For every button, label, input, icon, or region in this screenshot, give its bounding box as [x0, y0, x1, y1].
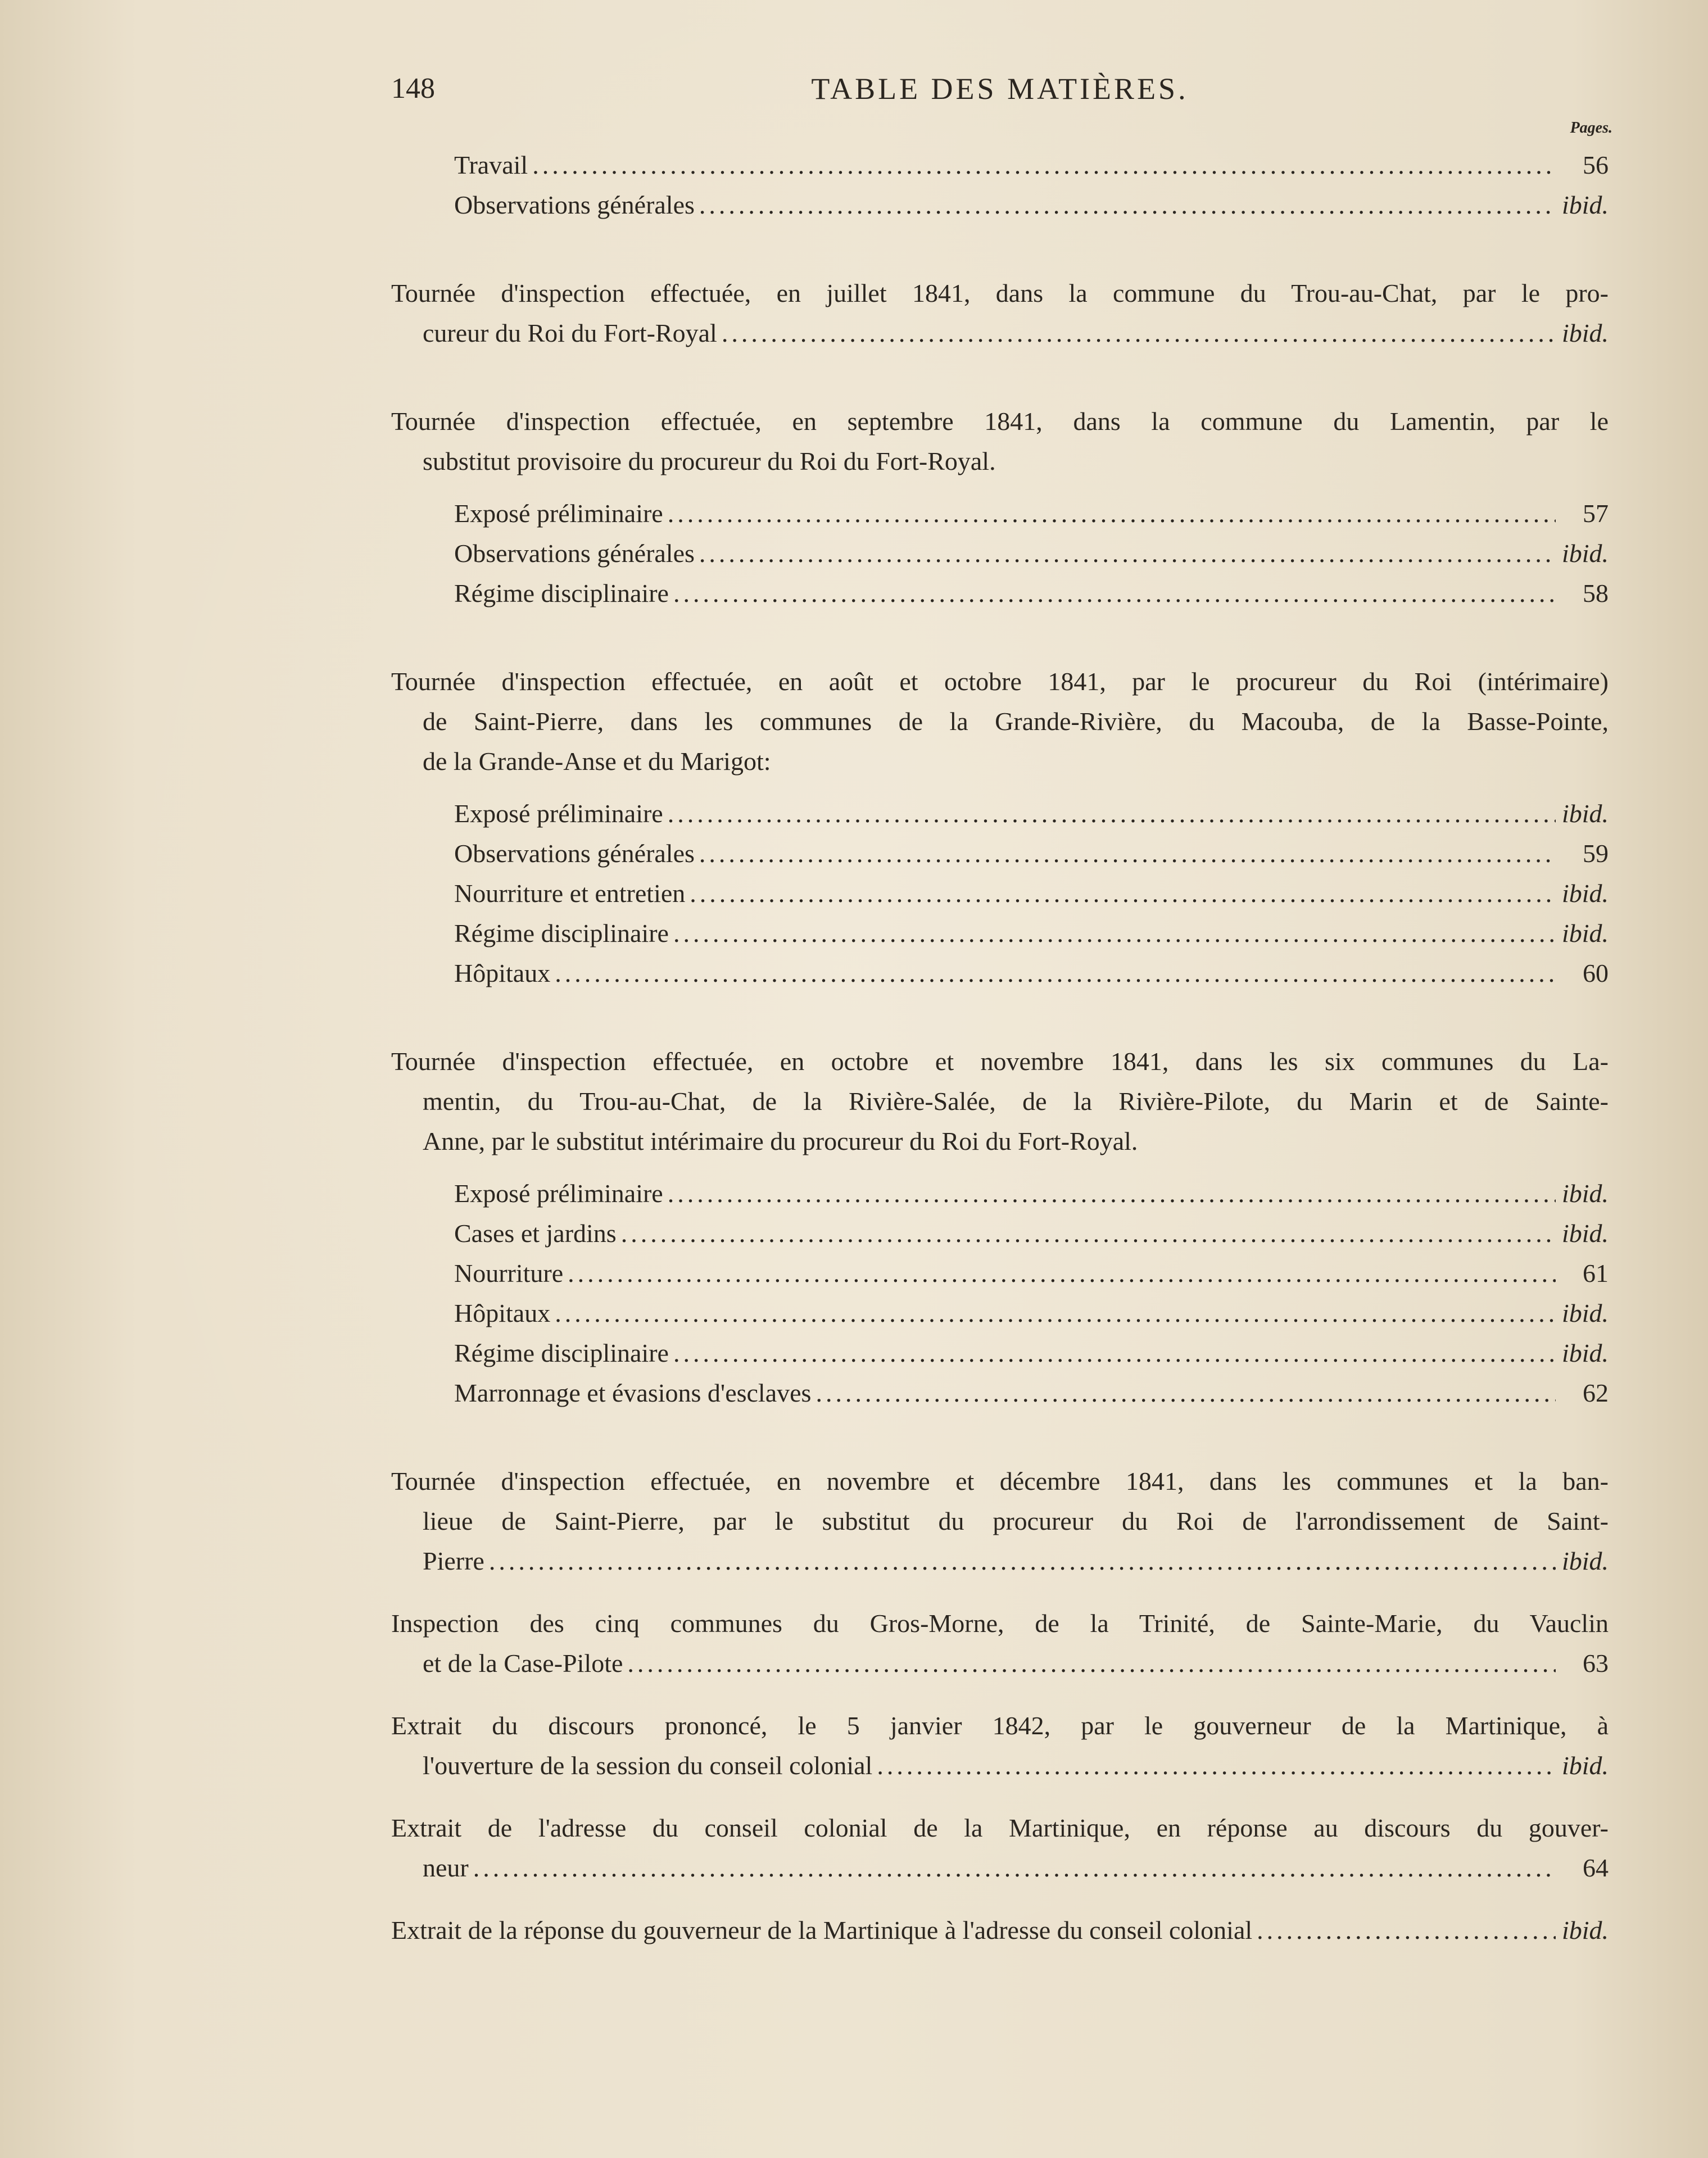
dot-leader	[816, 1373, 1556, 1413]
toc-entry	[391, 1643, 1609, 1683]
toc-entry-label: et de la Case-Pilote	[423, 1649, 623, 1678]
dot-leader	[722, 313, 1556, 353]
toc-entry-label: Hôpitaux	[454, 1299, 551, 1327]
toc-entry-label: Observations générales	[454, 191, 695, 219]
toc-entry-label: Marronnage et évasions d'esclaves	[454, 1379, 812, 1407]
toc-heading-line: Tournée d'inspection effectuée, en juillet 1841, dans la commune du Trou-au-Chat, par le pro-	[391, 279, 1609, 307]
dot-leader	[673, 573, 1556, 613]
dot-leader	[489, 1541, 1556, 1581]
toc-entry-page: ibid.	[1561, 1339, 1609, 1367]
dot-leader	[699, 533, 1556, 573]
dot-leader	[699, 833, 1556, 873]
toc-entry-label: Extrait de la réponse du gouverneur de la Martinique à l'adresse du conseil colonial	[391, 1916, 1253, 1944]
page-title: TABLE DES MATIÈRES.	[811, 72, 1189, 106]
toc-entry-page: ibid.	[1561, 1299, 1609, 1327]
toc-heading-line: Extrait de l'adresse du conseil colonial de la Martinique, en réponse au discours du gouver-	[391, 1814, 1609, 1842]
toc-entry	[391, 833, 1609, 873]
toc-entry	[391, 1746, 1609, 1785]
toc-entry-page: 60	[1583, 959, 1609, 987]
toc-entry	[391, 1848, 1609, 1888]
toc-entry	[391, 1541, 1609, 1581]
toc-entry-label: Régime disciplinaire	[454, 1339, 669, 1367]
toc-entry	[391, 953, 1609, 993]
toc-entry-label: Travail	[454, 151, 528, 179]
dot-leader	[621, 1213, 1556, 1253]
dot-leader	[627, 1643, 1556, 1683]
toc-entry	[391, 913, 1609, 953]
toc-entry-page: ibid.	[1561, 1751, 1609, 1780]
dot-leader	[555, 1293, 1556, 1333]
toc-heading-line: Tournée d'inspection effectuée, en novembre et décembre 1841, dans les communes et la ban-	[391, 1467, 1609, 1495]
toc-heading-line: Tournée d'inspection effectuée, en septembre 1841, dans la commune du Lamentin, par le	[391, 407, 1609, 436]
toc-entry	[391, 493, 1609, 533]
dot-leader	[668, 794, 1556, 833]
toc-entry-page: 63	[1583, 1649, 1609, 1678]
toc-entry	[391, 533, 1609, 573]
pages-column-label: Pages.	[1570, 119, 1612, 137]
dot-leader	[473, 1848, 1556, 1888]
toc-entry	[391, 794, 1609, 833]
toc-heading-line: de la Grande-Anse et du Marigot:	[423, 747, 771, 776]
dot-leader	[877, 1746, 1556, 1785]
toc-entry-page: 56	[1583, 151, 1609, 179]
toc-entry-label: Nourriture et entretien	[454, 879, 686, 908]
toc-entry	[391, 185, 1609, 225]
page-header	[391, 66, 1609, 111]
toc-entry-label: l'ouverture de la session du conseil colonial	[423, 1751, 873, 1780]
toc-entry	[391, 573, 1609, 613]
toc-entry-label: Pierre	[423, 1547, 484, 1575]
toc-entry-page: ibid.	[1561, 1219, 1609, 1248]
toc-heading-line: Anne, par le substitut intérimaire du procureur du Roi du Fort-Royal.	[423, 1127, 1138, 1155]
toc-heading-line: Inspection des cinq communes du Gros-Morne, de la Trinité, de Sainte-Marie, du Vauclin	[391, 1609, 1609, 1638]
toc-entry-label: Observations générales	[454, 539, 695, 568]
dot-leader	[532, 145, 1556, 185]
toc-entry	[391, 873, 1609, 913]
table-of-contents	[391, 145, 1609, 1950]
toc-entry-page: ibid.	[1561, 319, 1609, 347]
toc-entry	[391, 145, 1609, 185]
toc-entry-page: ibid.	[1561, 191, 1609, 219]
toc-entry	[391, 1293, 1609, 1333]
toc-heading-line: Extrait du discours prononcé, le 5 janvier 1842, par le gouverneur de la Martinique, à	[391, 1711, 1609, 1740]
toc-entry-page: ibid.	[1561, 1179, 1609, 1208]
toc-heading-line: Tournée d'inspection effectuée, en octobre et novembre 1841, dans les six communes du La-	[391, 1047, 1609, 1076]
dot-leader	[673, 1333, 1556, 1373]
toc-entry-label: cureur du Roi du Fort-Royal	[423, 319, 717, 347]
dot-leader	[555, 953, 1556, 993]
page-number: 148	[391, 72, 435, 105]
toc-heading-line: de Saint-Pierre, dans les communes de la Grande-Rivière, du Macouba, de la Basse-Pointe,	[423, 707, 1609, 736]
toc-entry-page: 58	[1583, 579, 1609, 607]
toc-entry-label: Régime disciplinaire	[454, 919, 669, 947]
toc-entry	[391, 1173, 1609, 1213]
toc-heading-line: Tournée d'inspection effectuée, en août et octobre 1841, par le procureur du Roi (intérimaire)	[391, 667, 1609, 696]
toc-entry-page: ibid.	[1561, 1916, 1609, 1944]
toc-heading-line: mentin, du Trou-au-Chat, de la Rivière-Salée, de la Rivière-Pilote, du Marin et de Sainte-	[423, 1087, 1609, 1116]
toc-entry-page: ibid.	[1561, 1547, 1609, 1575]
toc-entry-page: ibid.	[1561, 879, 1609, 908]
toc-entry-page: 59	[1583, 839, 1609, 868]
toc-entry-page: 62	[1583, 1379, 1609, 1407]
toc-entry	[391, 1910, 1609, 1950]
toc-entry	[391, 1373, 1609, 1413]
toc-entry-page: ibid.	[1561, 539, 1609, 568]
toc-entry-label: Exposé préliminaire	[454, 799, 663, 828]
toc-entry-label: Nourriture	[454, 1259, 564, 1287]
toc-entry-page: 61	[1583, 1259, 1609, 1287]
toc-entry	[391, 1333, 1609, 1373]
toc-entry-label: Régime disciplinaire	[454, 579, 669, 607]
toc-entry-label: Exposé préliminaire	[454, 1179, 663, 1208]
toc-entry	[391, 313, 1609, 353]
dot-leader	[673, 913, 1556, 953]
toc-entry-label: Observations générales	[454, 839, 695, 868]
toc-entry	[391, 1253, 1609, 1293]
toc-entry-page: ibid.	[1561, 799, 1609, 828]
toc-entry	[391, 1213, 1609, 1253]
toc-heading-line: substitut provisoire du procureur du Roi du Fort-Royal.	[423, 447, 996, 475]
toc-entry-page: 64	[1583, 1853, 1609, 1882]
dot-leader	[1257, 1910, 1556, 1950]
toc-entry-page: 57	[1583, 499, 1609, 528]
dot-leader	[699, 185, 1556, 225]
toc-heading-line: lieue de Saint-Pierre, par le substitut du procureur du Roi de l'arrondissement de Saint-	[423, 1507, 1609, 1535]
dot-leader	[668, 1173, 1556, 1213]
dot-leader	[568, 1253, 1556, 1293]
toc-entry-label: neur	[423, 1853, 469, 1882]
toc-entry-label: Hôpitaux	[454, 959, 551, 987]
dot-leader	[690, 873, 1556, 913]
toc-entry-label: Cases et jardins	[454, 1219, 617, 1248]
dot-leader	[668, 493, 1556, 533]
toc-entry-label: Exposé préliminaire	[454, 499, 663, 528]
toc-entry-page: ibid.	[1561, 919, 1609, 947]
